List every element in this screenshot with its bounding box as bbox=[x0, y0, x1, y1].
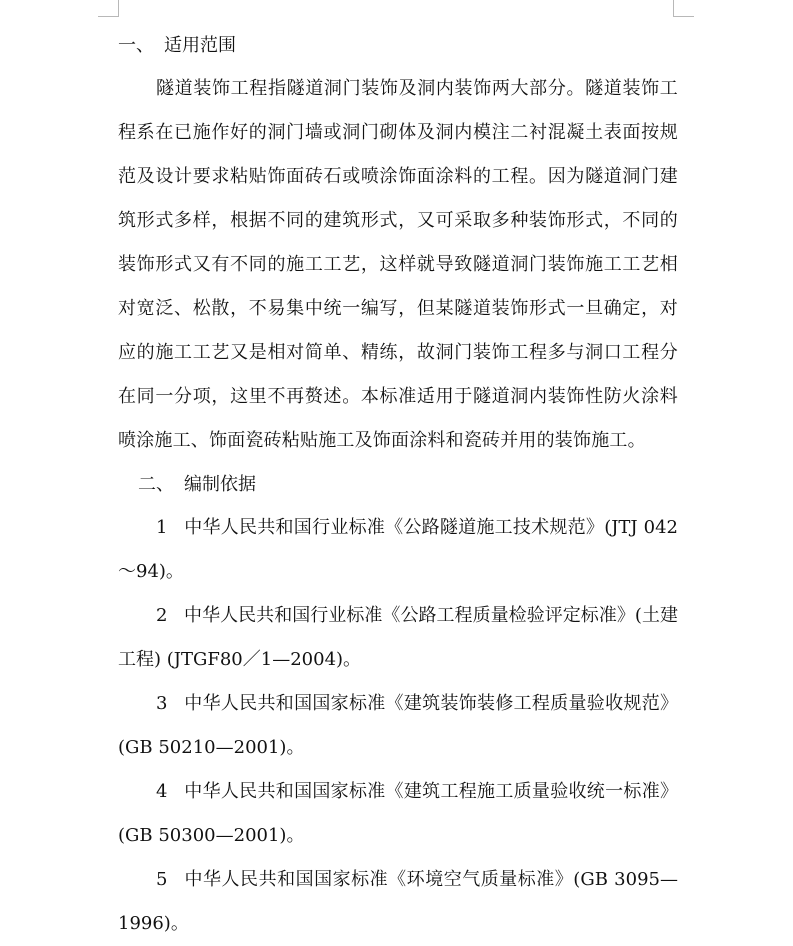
document-page bbox=[118, 24, 678, 946]
reference-item bbox=[118, 506, 678, 594]
section-title: 编制依据 bbox=[184, 474, 256, 495]
reference-number: 5 bbox=[156, 869, 168, 890]
reference-item bbox=[118, 594, 678, 682]
section-number: 一、 bbox=[118, 35, 154, 56]
reference-text: 中华人民共和国行业标准《公路工程质量检验评定标准》(土建工程) (JTGF80／1—2004)。 bbox=[118, 605, 678, 670]
scope-paragraph: 隧道装饰工程指隧道洞门装饰及洞内装饰两大部分。隧道装饰工程系在已施作好的洞门墙或洞门砌体及洞内模注二衬混凝土表面按规范及设计要求粘贴饰面砖石或喷涂饰面涂料的工程。因为隧道洞门建筑形式多样，根据不同的建筑形式，又可采取多种装饰形式，不同的装饰形式又有不同的施工工艺，这样就导致隧道洞门装饰施工工艺相对宽泛、松散，不易集中统一编写，但某隧道装饰形式一旦确定，对应的施工工艺又是相对简单、精练，故洞门装饰工程多与洞口工程分在同一分项，这里不再赘述。本标准适用于隧道洞内装饰性防火涂料喷涂施工、饰面瓷砖粘贴施工及饰面涂料和瓷砖并用的装饰施工。 bbox=[118, 78, 678, 451]
page-corner-mark-top-right bbox=[673, 0, 694, 17]
reference-item bbox=[118, 770, 678, 858]
reference-number: 3 bbox=[156, 693, 168, 714]
reference-number: 1 bbox=[156, 517, 168, 538]
reference-item bbox=[118, 858, 678, 946]
section-heading-scope bbox=[118, 24, 678, 67]
reference-number: 4 bbox=[156, 781, 168, 802]
reference-text: 中华人民共和国国家标准《建筑装饰装修工程质量验收规范》(GB 50210—2001)。 bbox=[118, 693, 678, 758]
reference-text: 中华人民共和国国家标准《建筑工程施工质量验收统一标准》(GB 50300—2001)。 bbox=[118, 781, 678, 846]
reference-item bbox=[118, 682, 678, 770]
reference-text: 中华人民共和国行业标准《公路隧道施工技术规范》(JTJ 042～94)。 bbox=[118, 517, 678, 582]
page-corner-mark-top-left bbox=[98, 0, 119, 17]
reference-number: 2 bbox=[156, 605, 168, 626]
reference-text: 中华人民共和国国家标准《环境空气质量标准》(GB 3095—1996)。 bbox=[118, 869, 678, 934]
section-title: 适用范围 bbox=[164, 35, 236, 56]
section-number: 二、 bbox=[138, 474, 174, 495]
section-heading-basis bbox=[118, 463, 678, 506]
